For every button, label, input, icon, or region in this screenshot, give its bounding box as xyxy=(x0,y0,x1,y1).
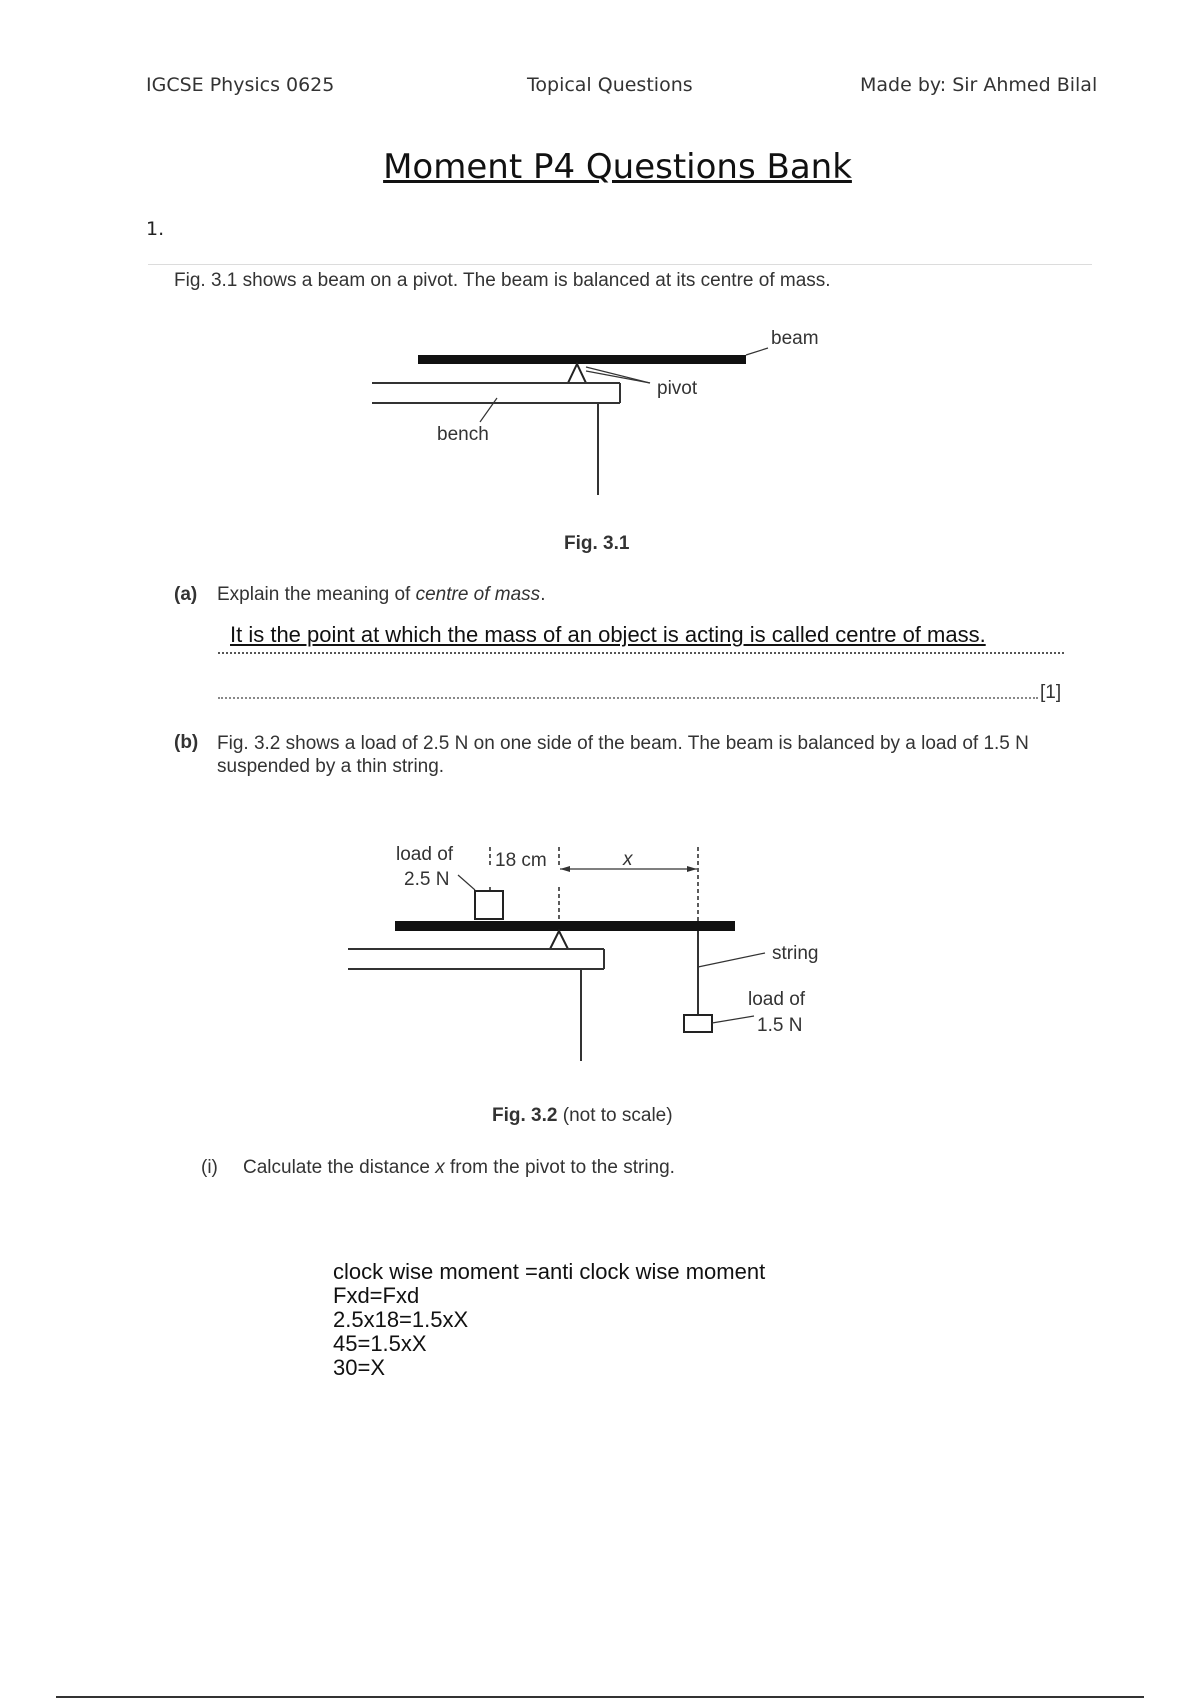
answer-a-text: It is the point at which the mass of an object is acting is called centre of mass. xyxy=(230,622,986,647)
header-section: Topical Questions xyxy=(527,74,693,96)
beam-shape xyxy=(418,355,746,364)
figure-3-2-caption: Fig. 3.2 (not to scale) xyxy=(492,1105,673,1126)
footer-rule xyxy=(56,1696,1144,1698)
label-load-left-1: load of xyxy=(396,844,454,865)
part-b-label: (b) xyxy=(174,732,199,753)
answer-dotted-line xyxy=(218,683,1038,699)
part-i-question: Calculate the distance x from the pivot to the string. xyxy=(243,1157,675,1178)
question-intro: Fig. 3.1 shows a beam on a pivot. The beam is balanced at its centre of mass. xyxy=(174,270,831,291)
page-title: Moment P4 Questions Bank xyxy=(383,147,852,187)
working-line: 45=1.5xX xyxy=(333,1331,427,1356)
answer-line-a xyxy=(218,622,1064,654)
working-line: 2.5x18=1.5xX xyxy=(333,1307,469,1332)
load-2-5n-block xyxy=(475,891,503,919)
load-1-5n-block xyxy=(684,1015,712,1032)
label-load-right-1: load of xyxy=(748,989,806,1010)
working-line: clock wise moment =anti clock wise moment xyxy=(333,1259,766,1284)
part-b-question: Fig. 3.2 shows a load of 2.5 N on one side of the beam. The beam is balanced by a load of 1.5 N suspended by a thin string. xyxy=(217,733,1029,777)
pivot-shape xyxy=(550,931,568,949)
answer-working xyxy=(333,1260,765,1380)
label-distance-18cm: 18 cm xyxy=(495,850,547,871)
label-string: string xyxy=(772,943,819,964)
separator-line xyxy=(148,264,1092,265)
figure-3-2-diagram xyxy=(340,835,840,1075)
part-a-label: (a) xyxy=(174,584,198,605)
figure-3-1-diagram xyxy=(360,315,840,505)
pivot-shape xyxy=(568,364,586,383)
beam-shape xyxy=(395,921,735,931)
header-author: Made by: Sir Ahmed Bilal xyxy=(860,74,1098,96)
header-subject: IGCSE Physics 0625 xyxy=(146,74,335,96)
label-beam: beam xyxy=(771,328,819,349)
label-bench: bench xyxy=(437,424,489,445)
label-pivot: pivot xyxy=(657,378,698,399)
question-number: 1. xyxy=(146,218,165,240)
mark-allocation: [1] xyxy=(1040,682,1062,703)
working-line: 30=X xyxy=(333,1355,385,1380)
label-load-right-2: 1.5 N xyxy=(757,1015,803,1036)
label-load-left-2: 2.5 N xyxy=(404,869,450,890)
part-i-label: (i) xyxy=(201,1157,218,1178)
label-x: x xyxy=(623,849,633,870)
working-line: Fxd=Fxd xyxy=(333,1283,420,1308)
figure-3-1-caption: Fig. 3.1 xyxy=(564,533,630,554)
part-a-question: Explain the meaning of centre of mass. xyxy=(217,584,546,605)
